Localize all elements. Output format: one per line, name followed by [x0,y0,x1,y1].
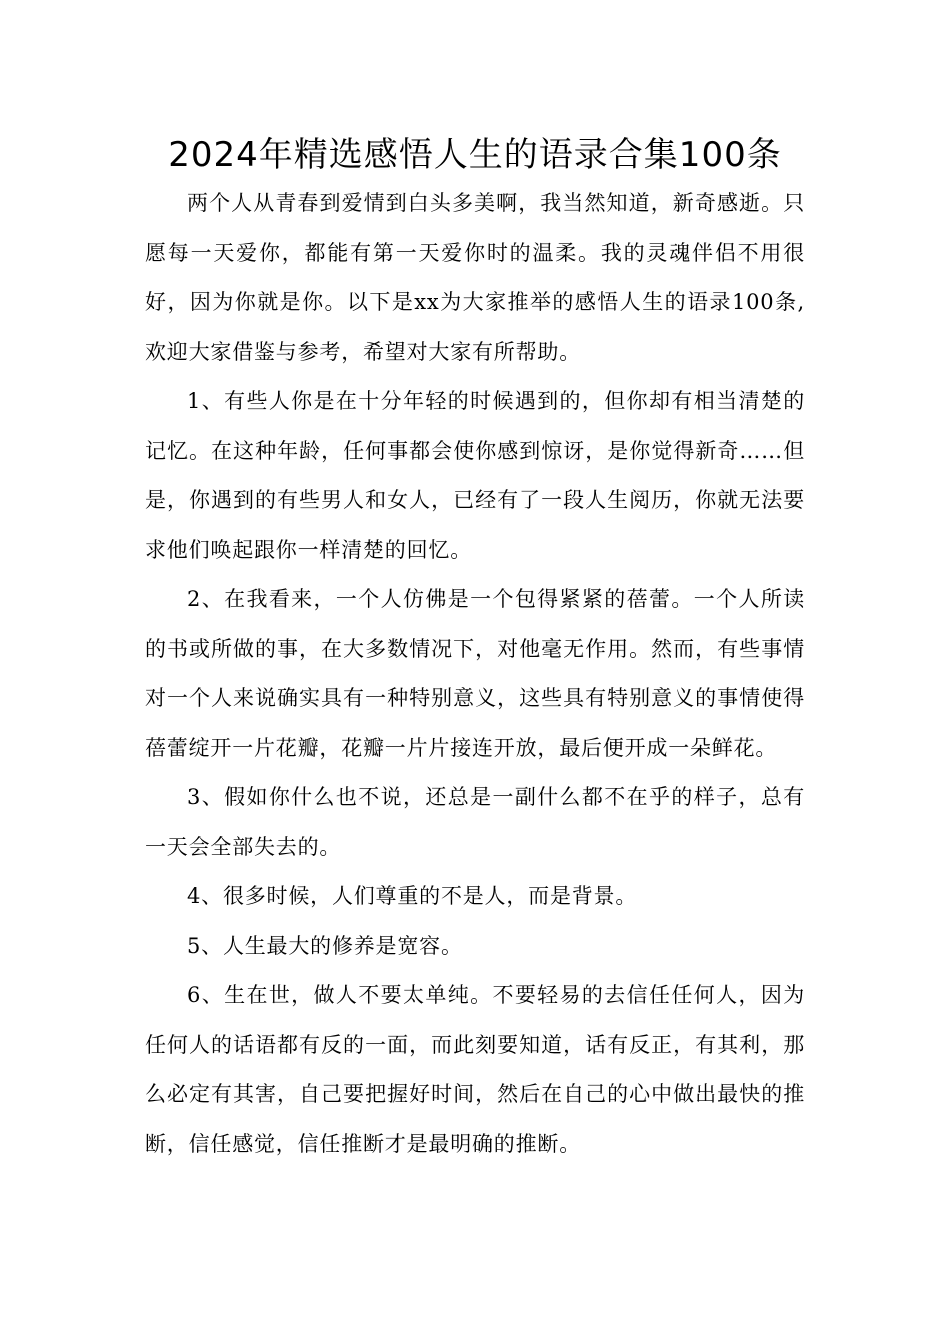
quote-paragraph-1: 1、有些人你是在十分年轻的时候遇到的，但你却有相当清楚的记忆。在这种年龄，任何事都会使你感到惊讶，是你觉得新奇……但是，你遇到的有些男人和女人，已经有了一段人生阅历，你就无法要求他们唤起跟你一样清楚的回忆。 [145,389,805,562]
intro-paragraph: 两个人从青春到爱情到白头多美啊，我当然知道，新奇感逝。只愿每一天爱你，都能有第一天爱你时的温柔。我的灵魂伴侣不用很好，因为你就是你。以下是xx为大家推举的感悟人生的语录100条,欢迎大家借鉴与参考，希望对大家有所帮助。 [145,191,805,364]
quote-paragraph-6: 6、生在世，做人不要太单纯。不要轻易的去信任任何人，因为任何人的话语都有反的一面，而此刻要知道，话有反正，有其利，那么必定有其害，自己要把握好时间，然后在自己的心中做出最快的推断，信任感觉，信任推断才是最明确的推断。 [145,983,805,1156]
quote-paragraph-5: 5、人生最大的修养是宽容。 [187,933,463,958]
quote-paragraph-3: 3、假如你什么也不说，还总是一副什么都不在乎的样子，总有一天会全部失去的。 [145,785,805,859]
document-title: 2024年精选感悟人生的语录合集100条 [168,135,782,175]
quote-paragraph-2: 2、在我看来，一个人仿佛是一个包得紧紧的蓓蕾。一个人所读的书或所做的事，在大多数情况下，对他毫无作用。然而，有些事情对一个人来说确实具有一种特别意义，这些具有特别意义的事情使得蓓蕾绽开一片花瓣，花瓣一片片接连开放，最后便开成一朵鲜花。 [145,587,805,760]
quote-paragraph-4: 4、很多时候，人们尊重的不是人，而是背景。 [187,884,638,908]
document-body [145,179,805,1169]
